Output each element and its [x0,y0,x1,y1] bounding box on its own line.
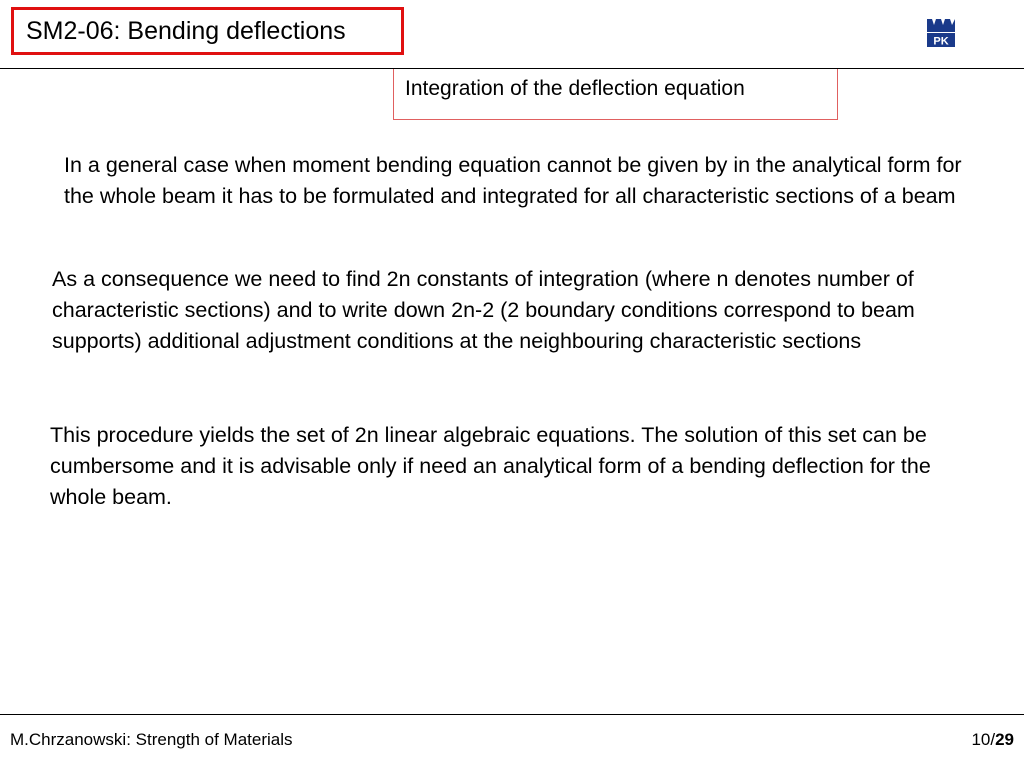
section-subtitle-box [393,69,838,120]
slide-title-box [11,7,404,55]
university-logo-icon [925,17,957,49]
section-subtitle: Integration of the deflection equation [405,77,745,100]
paragraph-constants: As a consequence we need to find 2n constants of integration (where n denotes number of characteristic sections) and to write down 2n-2 (2 boundary conditions correspond to beam supports) additional adjustment conditions at the neighbouring characteristic sections [52,267,915,353]
page-number [971,730,1014,750]
paragraph-procedure: This procedure yields the set of 2n linear algebraic equations. The solution of this set can be cumbersome and it is advisable only if need an analytical form of a bending deflection for the whole beam. [50,423,931,509]
footer-author: M.Chrzanowski: Strength of Materials [10,730,293,749]
page-current: 10/ [971,730,996,749]
page-total: 29 [995,730,1014,749]
paragraph-general-case: In a general case when moment bending equation cannot be given by in the analytical form for the whole beam it has to be formulated and integrated for all characteristic sections of a beam [64,153,962,208]
slide-title: SM2-06: Bending deflections [26,16,346,45]
footer-divider [0,714,1024,715]
svg-text:PK: PK [933,35,949,48]
